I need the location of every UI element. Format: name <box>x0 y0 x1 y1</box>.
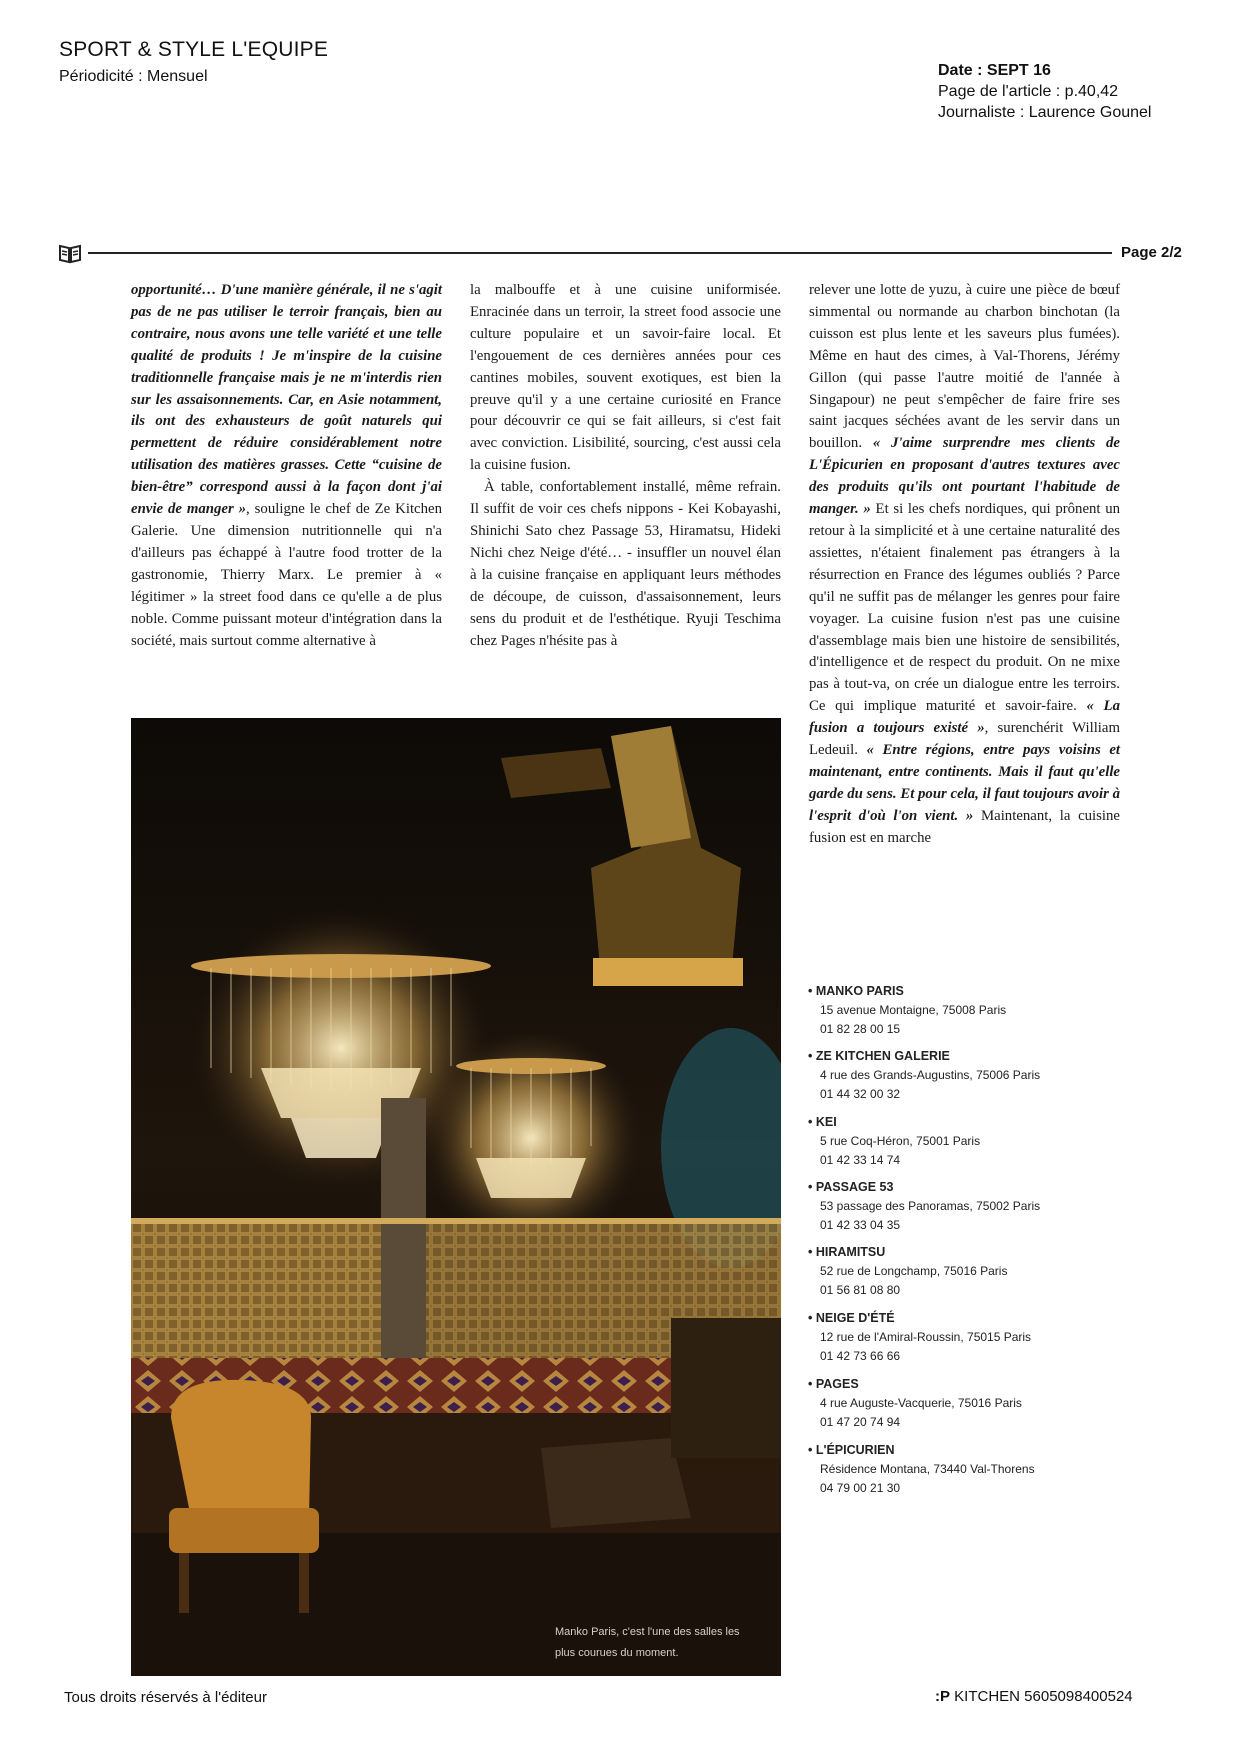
address-entry <box>808 982 1108 1039</box>
address-entry <box>808 1441 1108 1498</box>
article-meta <box>938 60 1151 123</box>
restaurant-phone: 01 42 33 04 35 <box>820 1218 901 1232</box>
restaurant-address: 12 rue de l'Amiral-Roussin, 75015 Paris <box>820 1330 1032 1344</box>
restaurant-address: 5 rue Coq-Héron, 75001 Paris <box>820 1134 981 1148</box>
quote-text: « La fusion a toujours existé » <box>809 698 1120 737</box>
quote-text: opportunité… D'une manière générale, il ne s'agit pas de ne pas utiliser le terroir français, bien au contraire, nous avons une telle variété et une telle qualité de produits ! Je m'inspire de la cuisine traditionnelle française mais je ne m'interdis rien sur les assaisonnements. Car, en Asie notamment, ils ont des exhausteurs de goût naturels qui permettent de réduire considérablement notre utilisation des matières grasses. Cette “cuisine de bien-être” correspond aussi à la façon dont j'ai envie de manger » <box>131 282 442 518</box>
journalist: Journaliste : Laurence Gounel <box>938 104 1152 121</box>
restaurant-phone: 01 82 28 00 15 <box>820 1022 901 1036</box>
article-paragraph <box>470 477 781 652</box>
quote-text: « J'aime surprendre mes clients de L'Épicurien en proposant d'autres textures avec des produits qu'ils ont pourtant l'habitude de manger. » <box>809 435 1120 518</box>
address-entry <box>808 1113 1108 1170</box>
article-column-3 <box>809 280 1120 850</box>
address-entry <box>808 1178 1108 1235</box>
restaurant-phone: 01 44 32 00 32 <box>820 1087 901 1101</box>
restaurant-address: Résidence Montana, 73440 Val-Thorens <box>820 1462 1035 1476</box>
rights-notice: Tous droits réservés à l'éditeur <box>64 1689 267 1706</box>
article-column-2 <box>470 280 781 652</box>
restaurant-name: • MANKO PARIS <box>808 982 1108 1001</box>
quote-text: « Entre régions, entre pays voisins et maintenant, entre continents. Mais il faut qu'elle garde du sens. Et pour cela, il faut toujours avoir à l'esprit d'où l'on vient. » <box>809 742 1120 824</box>
header-rule <box>88 252 1112 254</box>
restaurant-address: 4 rue Auguste-Vacquerie, 75016 Paris <box>820 1396 1022 1410</box>
article-pages: Page de l'article : p.40,42 <box>938 83 1119 100</box>
article-paragraph <box>131 280 442 652</box>
publication-header <box>59 38 328 86</box>
article-date: Date : SEPT 16 <box>938 62 1051 79</box>
restaurant-name: • HIRAMITSU <box>808 1243 1108 1262</box>
restaurant-name: • PAGES <box>808 1375 1108 1394</box>
restaurant-name: • NEIGE D'ÉTÉ <box>808 1309 1108 1328</box>
body-text: , surenchérit William Ledeuil. <box>809 720 1120 759</box>
restaurant-name: • PASSAGE 53 <box>808 1178 1108 1197</box>
body-text: la malbouffe et à une cuisine uniformisée. Enracinée dans un terroir, la street food associe une culture populaire et un savoir-faire local. Et l'engouement de ces dernières années pour ces cantines mobiles, souvent exotiques, est bien la preuve qu'il y a une certaine curiosité en France pour découvrir ce qui se fait ailleurs, si c'est fait avec conviction. Lisibilité, sourcing, c'est aussi cela la cuisine fusion. <box>470 282 781 474</box>
address-entry <box>808 1243 1108 1300</box>
periodicity: Périodicité : Mensuel <box>59 68 208 85</box>
restaurant-name: • ZE KITCHEN GALERIE <box>808 1047 1108 1066</box>
photo-caption: Manko Paris, c'est l'une des salles les plus courues du moment. <box>555 1626 740 1659</box>
restaurant-phone: 01 42 33 14 74 <box>820 1153 901 1167</box>
address-entry <box>808 1309 1108 1366</box>
footer-logo-icon: :P <box>935 1688 950 1705</box>
footer-reference <box>935 1688 1133 1705</box>
address-entry <box>808 1375 1108 1432</box>
article-paragraph <box>470 280 781 477</box>
reference-code: KITCHEN 5605098400524 <box>954 1688 1133 1705</box>
restaurant-address: 52 rue de Longchamp, 75016 Paris <box>820 1264 1008 1278</box>
restaurant-name: • L'ÉPICURIEN <box>808 1441 1108 1460</box>
article-column-1 <box>131 280 442 652</box>
restaurant-photo <box>131 718 781 1676</box>
page-number: Page 2/2 <box>1121 244 1182 261</box>
article-paragraph <box>809 280 1120 850</box>
restaurant-name: • KEI <box>808 1113 1108 1132</box>
restaurant-address: 53 passage des Panoramas, 75002 Paris <box>820 1199 1041 1213</box>
body-text: À table, confortablement installé, même refrain. Il suffit de voir ces chefs nippons - Kei Kobayashi, Shinichi Sato chez Passage 53, Hiramatsu, Hideki Nichi chez Neige d'été… - insuffler un nouvel élan à la cuisine française en appliquant leurs méthodes de découpe, de cuisson, d'assaisonnement, leurs sens du produit et de l'esthétique. Ryuji Teschima chez Pages n'hésite pas à <box>470 479 781 649</box>
book-icon <box>58 241 82 265</box>
body-text: Et si les chefs nordiques, qui prônent un retour à la simplicité et à une certaine naturalité des assiettes, n'étaient finalement pas étrangers à la résurrection en France des légumes oubliés ? Parce qu'il ne suffit pas de mélanger les genres pour faire voyager. La cuisine fusion n'est pas une cuisine d'assemblage mais bien une histoire de sensibilités, d'intelligence et de respect du produit. On ne mixe pas à tout-va, on crée un dialogue entre les terroirs. Ce qui implique maturité et savoir-faire. <box>809 501 1121 715</box>
restaurant-phone: 04 79 00 21 30 <box>820 1481 901 1495</box>
address-entry <box>808 1047 1108 1104</box>
body-text: , souligne le chef de Ze Kitchen Galerie. Une dimension nutritionnelle qui n'a d'ailleurs pas échappé à l'autre food trotter de la gastronomie, Thierry Marx. Le premier à « légitimer » la street food dans ce qu'elle a de plus noble. Comme puissant moteur d'intégration dans la société, mais surtout comme alternative à <box>131 501 442 649</box>
restaurant-phone: 01 42 73 66 66 <box>820 1349 901 1363</box>
body-text: relever une lotte de yuzu, à cuire une pièce de bœuf simmental ou normande au charbon binchotan (la cuisson est plus lente et les saveurs plus fumées). Même en haut des cimes, à Val-Thorens, Jérémy Gillon (qui passe l'autre moitié de l'année à Singapour) ne peut s'empêcher de faire frire ses saint jacques séchées avant de les servir dans un bouillon. <box>809 282 1120 452</box>
restaurant-phone: 01 56 81 08 80 <box>820 1283 901 1297</box>
publication-title: SPORT & STYLE L'EQUIPE <box>59 38 329 61</box>
body-text: Maintenant, la cuisine fusion est en marche <box>809 807 1120 846</box>
restaurant-address: 15 avenue Montaigne, 75008 Paris <box>820 1003 1007 1017</box>
restaurant-phone: 01 47 20 74 94 <box>820 1415 901 1429</box>
restaurant-address: 4 rue des Grands-Augustins, 75006 Paris <box>820 1068 1041 1082</box>
